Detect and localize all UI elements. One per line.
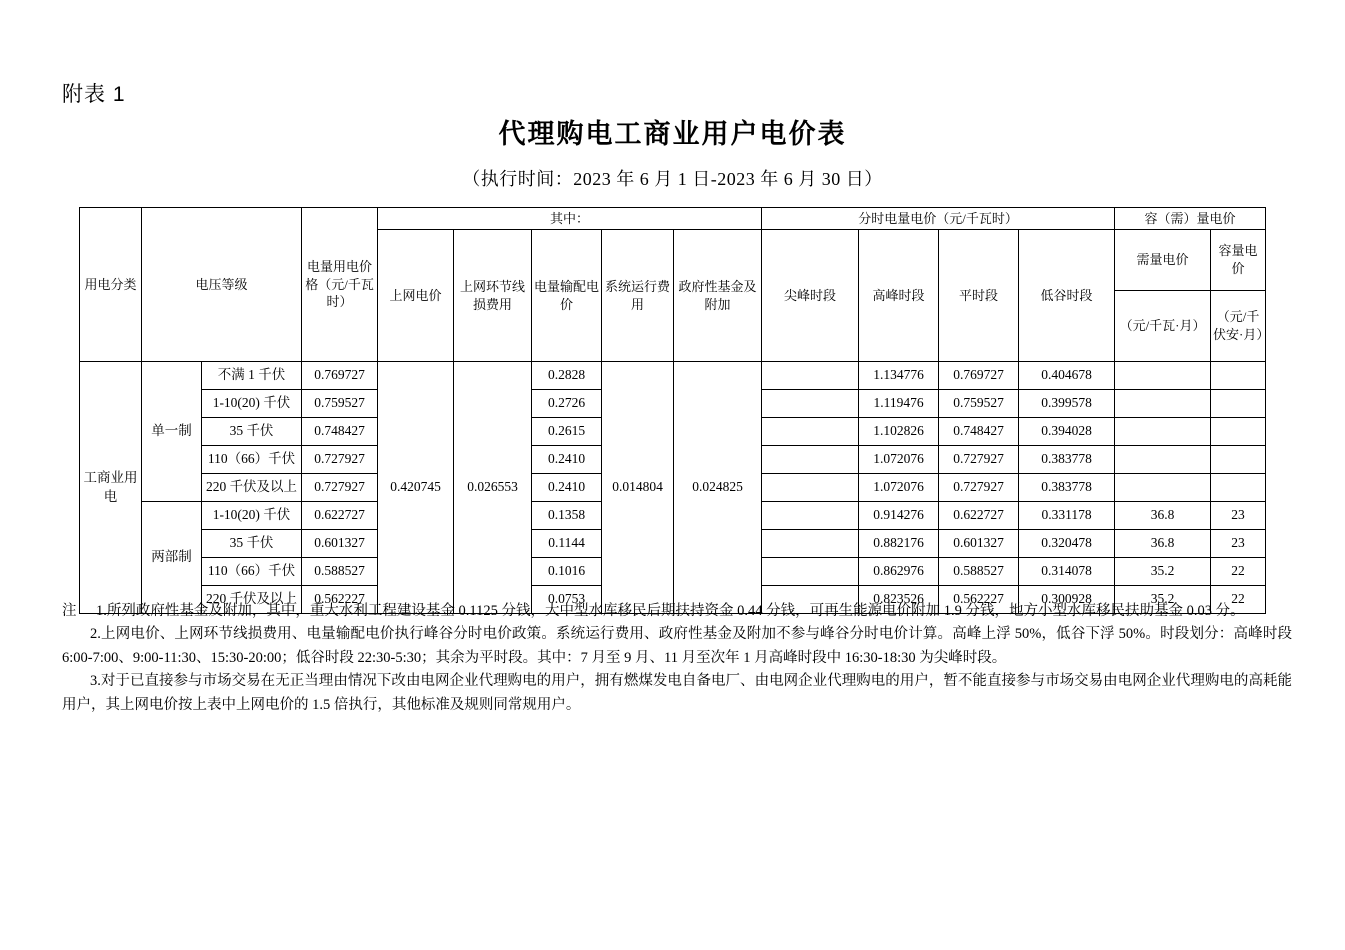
notes-section (62, 600, 1292, 717)
row-valley: 0.394028 (1019, 418, 1115, 446)
row-peak: 0.882176 (859, 530, 939, 558)
row-energy-price: 0.759527 (302, 390, 378, 418)
page-title: 代理购电工商业用户电价表 (498, 119, 847, 150)
merged-system-operation-fee: 0.014804 (602, 362, 674, 614)
row-transmission-price: 0.2410 (532, 446, 602, 474)
attachment-label: 附表 1 (62, 83, 126, 106)
row-capacity: 22 (1211, 586, 1266, 614)
row-peak: 1.134776 (859, 362, 939, 390)
row-demand (1115, 362, 1211, 390)
row-demand: 35.2 (1115, 586, 1211, 614)
header-among-which: 其中： (378, 208, 762, 230)
note-item-3 (62, 670, 1292, 717)
row-voltage: 110（66）千伏 (202, 446, 302, 474)
row-demand: 36.8 (1115, 502, 1211, 530)
note-text-1: 1.所列政府性基金及附加，其中，重大水利工程建设基金 0.1125 分钱，大中型水库移民后期扶持资金 0.44 分钱，可再生能源电价附加 1.9 分钱，地方小型水库移民扶助基金 0.03 分。 (96, 603, 1245, 619)
row-voltage: 220 千伏及以上 (202, 474, 302, 502)
row-demand (1115, 474, 1211, 502)
row-flat: 0.759527 (939, 390, 1019, 418)
row-valley: 0.383778 (1019, 446, 1115, 474)
row-sharp (762, 418, 859, 446)
row-peak: 1.119476 (859, 390, 939, 418)
header-capacity-price: 容量电价 (1211, 230, 1266, 291)
header-sharp-period: 尖峰时段 (762, 230, 859, 362)
header-demand-unit: （元/千瓦·月） (1115, 291, 1211, 362)
row-sharp (762, 390, 859, 418)
row-flat: 0.727927 (939, 474, 1019, 502)
header-transmission-price: 电量输配电价 (532, 230, 602, 362)
row-sharp (762, 446, 859, 474)
row-flat: 0.769727 (939, 362, 1019, 390)
electricity-price-table (79, 207, 1270, 614)
row-demand: 35.2 (1115, 558, 1211, 586)
header-tou-group: 分时电量电价（元/千瓦时） (762, 208, 1115, 230)
row-voltage: 1-10(20) 千伏 (202, 390, 302, 418)
row-transmission-price: 0.0753 (532, 586, 602, 614)
row-capacity: 23 (1211, 502, 1266, 530)
header-peak-period: 高峰时段 (859, 230, 939, 362)
row-demand (1115, 390, 1211, 418)
row-flat: 0.601327 (939, 530, 1019, 558)
row-voltage: 1-10(20) 千伏 (202, 502, 302, 530)
row-capacity: 23 (1211, 530, 1266, 558)
row-energy-price: 0.588527 (302, 558, 378, 586)
row-demand: 36.8 (1115, 530, 1211, 558)
row-sharp (762, 558, 859, 586)
table-row (80, 362, 1266, 390)
row-valley: 0.300928 (1019, 586, 1115, 614)
row-valley: 0.331178 (1019, 502, 1115, 530)
merged-line-loss: 0.026553 (454, 362, 532, 614)
note-item-2 (62, 623, 1292, 670)
row-voltage: 不满 1 千伏 (202, 362, 302, 390)
row-peak: 0.914276 (859, 502, 939, 530)
row-sharp (762, 362, 859, 390)
header-category: 用电分类 (80, 208, 142, 362)
header-energy-price: 电量用电价格（元/千瓦时） (302, 208, 378, 362)
row-capacity (1211, 390, 1266, 418)
row-voltage: 110（66）千伏 (202, 558, 302, 586)
row-flat: 0.727927 (939, 446, 1019, 474)
row-capacity: 22 (1211, 558, 1266, 586)
header-voltage-level: 电压等级 (142, 208, 302, 362)
row-flat: 0.622727 (939, 502, 1019, 530)
row-energy-price: 0.562227 (302, 586, 378, 614)
row-flat: 0.748427 (939, 418, 1019, 446)
row-demand (1115, 446, 1211, 474)
row-voltage: 35 千伏 (202, 418, 302, 446)
header-capacity-unit: （元/千伏安·月） (1211, 291, 1266, 362)
merged-gov-fund-surcharge: 0.024825 (674, 362, 762, 614)
header-row-group (80, 208, 1266, 230)
row-energy-price: 0.727927 (302, 474, 378, 502)
header-demand-price: 需量电价 (1115, 230, 1211, 291)
row-transmission-price: 0.2726 (532, 390, 602, 418)
header-grid-price: 上网电价 (378, 230, 454, 362)
row-peak: 0.862976 (859, 558, 939, 586)
row-sharp (762, 502, 859, 530)
row-valley: 0.314078 (1019, 558, 1115, 586)
row-peak: 0.823526 (859, 586, 939, 614)
row-transmission-price: 0.1016 (532, 558, 602, 586)
row-energy-price: 0.601327 (302, 530, 378, 558)
row-valley: 0.320478 (1019, 530, 1115, 558)
row-energy-price: 0.769727 (302, 362, 378, 390)
header-system-operation-fee: 系统运行费用 (602, 230, 674, 362)
row-voltage: 35 千伏 (202, 530, 302, 558)
row-capacity (1211, 446, 1266, 474)
row-energy-price: 0.748427 (302, 418, 378, 446)
row-valley: 0.399578 (1019, 390, 1115, 418)
row-sharp (762, 474, 859, 502)
row-subgroup-label: 两部制 (142, 502, 202, 614)
row-peak: 1.102826 (859, 418, 939, 446)
row-capacity (1211, 362, 1266, 390)
note-text-3: 3.对于已直接参与市场交易在无正当理由情况下改由电网企业代理购电的用户，拥有燃煤发电自备电厂、由电网企业代理购电的用户，暂不能直接参与市场交易由电网企业代理购电的高耗能用户，其上网电价按上表中上网电价的 1.5 倍执行，其他标准及规则同常规用户。 (62, 673, 1292, 713)
header-flat-period: 平时段 (939, 230, 1019, 362)
row-flat: 0.588527 (939, 558, 1019, 586)
row-transmission-price: 0.2410 (532, 474, 602, 502)
page-subtitle: （执行时间：2023 年 6 月 1 日-2023 年 6 月 30 日） (462, 169, 883, 189)
row-energy-price: 0.727927 (302, 446, 378, 474)
row-capacity (1211, 418, 1266, 446)
header-line-loss: 上网环节线损费用 (454, 230, 532, 362)
row-valley: 0.404678 (1019, 362, 1115, 390)
header-valley-period: 低谷时段 (1019, 230, 1115, 362)
row-subgroup-label: 单一制 (142, 362, 202, 502)
notes-label: 注 (62, 603, 77, 619)
row-transmission-price: 0.2828 (532, 362, 602, 390)
row-demand (1115, 418, 1211, 446)
row-category-label: 工商业用电 (80, 362, 142, 614)
row-valley: 0.383778 (1019, 474, 1115, 502)
header-gov-fund-surcharge: 政府性基金及附加 (674, 230, 762, 362)
row-energy-price: 0.622727 (302, 502, 378, 530)
note-text-2: 2.上网电价、上网环节线损费用、电量输配电价执行峰谷分时电价政策。系统运行费用、政府性基金及附加不参与峰谷分时电价计算。高峰上浮 50%，低谷下浮 50%。时段划分：高峰时段 6:00-7:00、9:00-11:30、15:30-20:00；低谷时段 22:30-5:30；其余为平时段。其中：7 月至 9 月、11 月至次年 1 月高峰时段中 16:30-18:30 为尖峰时段。 (62, 626, 1292, 666)
merged-grid-price: 0.420745 (378, 362, 454, 614)
row-transmission-price: 0.1358 (532, 502, 602, 530)
row-flat: 0.562227 (939, 586, 1019, 614)
row-peak: 1.072076 (859, 474, 939, 502)
row-peak: 1.072076 (859, 446, 939, 474)
row-voltage: 220 千伏及以上 (202, 586, 302, 614)
row-sharp (762, 530, 859, 558)
row-capacity (1211, 474, 1266, 502)
note-item-1 (62, 600, 1292, 623)
row-transmission-price: 0.2615 (532, 418, 602, 446)
header-capacity-group: 容（需）量电价 (1115, 208, 1266, 230)
row-transmission-price: 0.1144 (532, 530, 602, 558)
